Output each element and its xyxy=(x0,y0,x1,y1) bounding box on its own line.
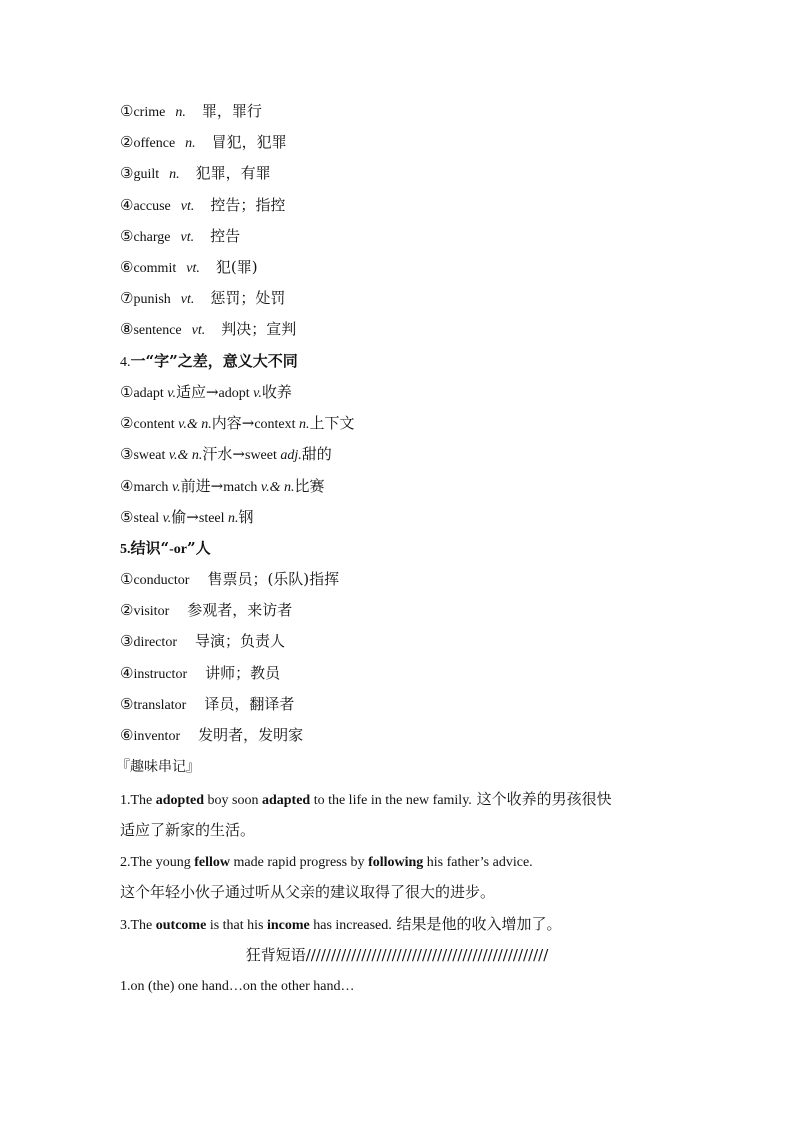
item-number: ⑧ xyxy=(120,320,134,339)
vocab-word: charge xyxy=(133,229,171,245)
vocab-meaning: 判决；宣判 xyxy=(221,320,297,339)
vocab-word: visitor xyxy=(133,604,170,620)
word-pair-item: ③sweat v.& n.汗水→sweet adj.甜的 xyxy=(120,445,332,464)
vocab-meaning: 导演；负责人 xyxy=(194,632,285,651)
section-5-heading xyxy=(120,538,211,560)
word-pair-item: ①adapt v.适应→adopt v.收养 xyxy=(120,383,292,401)
vocab-meaning: 讲师；教员 xyxy=(205,663,281,682)
vocab-meaning: 冒犯，犯罪 xyxy=(211,133,287,152)
fun-memory-label: 『趣味串记』 xyxy=(116,759,200,775)
or-word-item: ③director 导演；负责人 xyxy=(120,632,285,651)
vocab-meaning: 罪，罪行 xyxy=(201,102,262,120)
word-a: content xyxy=(133,417,179,433)
section-title-suffix: -or xyxy=(169,542,188,557)
vocab-word: inventor xyxy=(133,729,181,744)
vocab-item xyxy=(120,319,296,341)
part-of-speech: vt. xyxy=(180,229,195,245)
vocab-item xyxy=(120,288,285,310)
vocab-word: guilt xyxy=(133,167,160,183)
vocab-meaning: 控告；指控 xyxy=(210,195,286,214)
or-word-item: ⑥inventor 发明者，发明家 xyxy=(120,726,304,744)
word-a: sweat xyxy=(133,448,169,464)
vocab-meaning: 犯(罪) xyxy=(215,258,258,276)
fun-sentence-1: 1.The adopted boy soon adapted to the life in the new family. 这个收养的男孩很快 xyxy=(120,790,612,808)
vocab-meaning: 发明者，发明家 xyxy=(198,726,304,744)
phrase-item-1: 1.on (the) one hand…on the other hand… xyxy=(120,979,355,994)
vocab-meaning: 惩罚；处罚 xyxy=(210,289,286,308)
vocab-word: accuse xyxy=(133,198,171,214)
vocab-item xyxy=(120,132,287,154)
vocab-word: commit xyxy=(133,261,177,276)
fun-sentence-3: 3.The outcome is that his income has increased. 结果是他的收入增加了。 xyxy=(120,915,562,933)
or-word-item: ④instructor 讲师；教员 xyxy=(120,663,281,682)
vocab-word: instructor xyxy=(133,666,188,682)
word-b: steel xyxy=(198,510,229,526)
word-pair-item: ⑤steal v.偷→steel n.钢 xyxy=(120,507,254,526)
vocab-item xyxy=(120,163,271,185)
word-b: adopt xyxy=(218,386,254,401)
fun-sentence-2-zh: 这个年轻小伙子通过听从父亲的建议取得了很大的进步。 xyxy=(120,883,496,901)
word-pair-item: ④march v.前进→match v.& n.比赛 xyxy=(120,476,325,495)
section-title-pre: 结识“ xyxy=(130,539,170,557)
part-of-speech: vt. xyxy=(191,323,206,339)
part-of-speech: vt. xyxy=(180,292,195,308)
word-a: steal xyxy=(133,510,163,526)
vocab-item xyxy=(120,226,240,248)
word-b: match xyxy=(223,479,261,495)
part-of-speech: n. xyxy=(169,167,180,183)
vocab-word: translator xyxy=(133,697,187,713)
vocab-word: crime xyxy=(133,105,166,120)
item-number: ② xyxy=(120,133,134,152)
vocab-word: offence xyxy=(133,136,176,152)
or-word-item: ②visitor 参观者，来访者 xyxy=(120,601,293,620)
item-number: ④ xyxy=(120,195,134,214)
vocab-word: conductor xyxy=(133,573,190,588)
item-number: ③ xyxy=(120,164,134,183)
vocab-word: director xyxy=(133,635,177,651)
section-title-post: ”人 xyxy=(187,539,211,557)
section-number: 4. xyxy=(120,355,131,370)
fun-sentence-1-cont: 适应了新家的生活。 xyxy=(120,821,256,839)
vocab-word: sentence xyxy=(133,323,182,339)
vocab-word: punish xyxy=(133,292,171,308)
vocab-item xyxy=(120,195,285,217)
part-of-speech: n. xyxy=(185,136,196,152)
part-of-speech: vt. xyxy=(180,198,195,214)
part-of-speech: vt. xyxy=(186,261,200,276)
vocab-meaning: 参观者，来访者 xyxy=(187,601,293,620)
vocab-meaning: 售票员；(乐队)指挥 xyxy=(207,570,340,588)
or-word-item: ①conductor 售票员；(乐队)指挥 xyxy=(120,570,340,588)
vocab-meaning: 译员，翻译者 xyxy=(204,694,295,713)
section-4-heading xyxy=(120,351,298,373)
part-of-speech: n. xyxy=(175,105,186,120)
vocab-meaning: 犯罪，有罪 xyxy=(195,164,271,183)
or-word-item: ⑤translator 译员，翻译者 xyxy=(120,694,295,713)
section-number: 5. xyxy=(120,542,131,557)
item-number: ① xyxy=(120,102,134,120)
word-b: context xyxy=(254,417,300,433)
vocab-meaning: 控告 xyxy=(210,226,241,245)
word-b: sweet xyxy=(245,448,281,464)
word-a: march xyxy=(133,479,172,495)
section-title: 一“字”之差，意义大不同 xyxy=(130,352,298,370)
word-a: adapt xyxy=(133,386,168,401)
item-number: ⑤ xyxy=(120,226,134,245)
vocab-item xyxy=(120,257,258,279)
fun-sentence-2: 2.The young fellow made rapid progress by following his father’s advice. xyxy=(120,855,533,870)
vocab-item xyxy=(120,101,262,123)
item-number: ⑦ xyxy=(120,289,134,308)
item-number: ⑥ xyxy=(120,258,134,276)
word-pair-item: ②content v.& n.内容→context n.上下文 xyxy=(120,414,355,433)
phrase-header: 狂背短语//////////////////////////////////////////////// xyxy=(245,946,549,964)
